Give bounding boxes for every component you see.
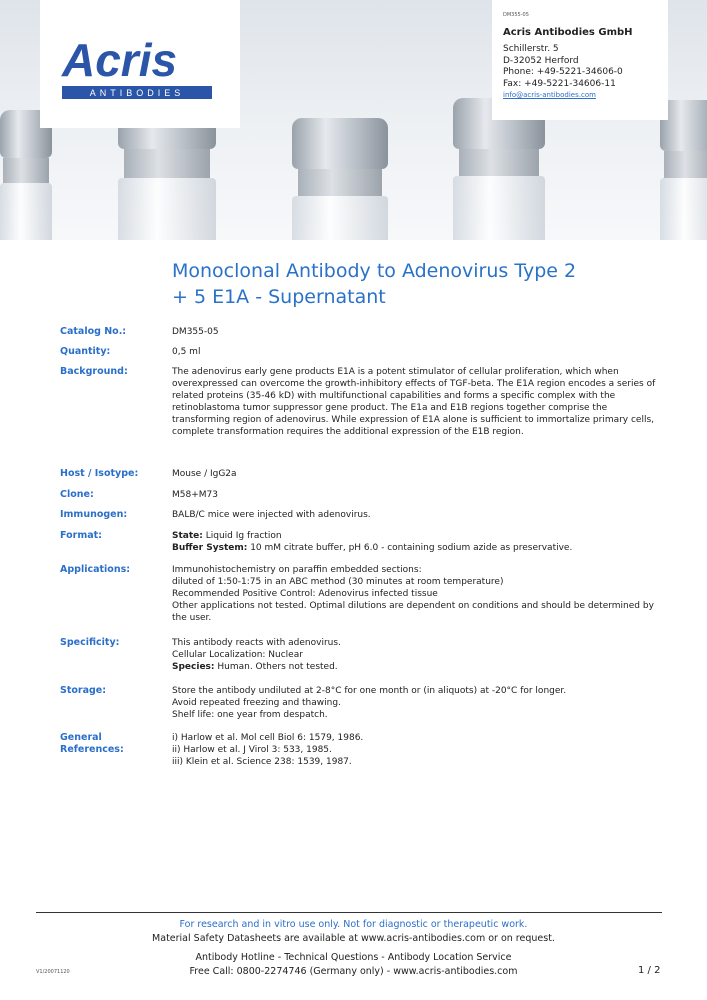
applications-line: Other applications not tested. Optimal dilutions are dependent on conditions and should be determined by the user. (172, 601, 654, 623)
storage-label: Storage: (60, 685, 107, 696)
immunogen-value: BALB/C mice were injected with adenovirus. (172, 510, 371, 520)
title-line-2: + 5 E1A - Supernatant (172, 286, 386, 308)
acris-logo-mark: Acris (62, 34, 178, 86)
storage-line: Avoid repeated freezing and thawing. (172, 698, 341, 708)
quantity-label: Quantity: (60, 346, 111, 357)
research-only-notice: For research and in vitro use only. Not for diagnostic or therapeutic work. (179, 919, 528, 930)
reference-item: i) Harlow et al. Mol cell Biol 6: 1579, 1986. (172, 733, 364, 743)
document-code: DM355-05 (503, 12, 529, 18)
specificity-label: Specificity: (60, 637, 120, 648)
buffer-system-value: 10 mM citrate buffer, pH 6.0 - containing sodium azide as preservative. (247, 543, 573, 553)
references-label-line-1: General (60, 732, 102, 743)
logo-card (40, 0, 240, 128)
immunogen-label: Immunogen: (60, 509, 128, 520)
storage-line: Store the antibody undiluted at 2-8°C for one month or (in aliquots) at -20°C for longer. (172, 686, 567, 696)
format-value (172, 530, 660, 554)
footer-divider (36, 912, 662, 913)
msds-notice: Material Safety Datasheets are available at www.acris-antibodies.com or on request. (152, 933, 555, 944)
background-label: Background: (60, 366, 128, 377)
free-call-text: Free Call: 0800-2274746 (Germany only) - www.acris-antibodies.com (189, 966, 518, 977)
applications-label: Applications: (60, 564, 131, 575)
applications-line: diluted of 1:50-1:75 in an ABC method (30 minutes at room temperature) (172, 577, 504, 587)
address-city: D-32052 Herford (503, 55, 579, 66)
clone-label: Clone: (60, 489, 94, 500)
specificity-value (172, 637, 660, 673)
species-value: Human. Others not tested. (214, 662, 338, 672)
format-label: Format: (60, 530, 102, 541)
state-label: State: (172, 531, 203, 541)
company-address (503, 44, 623, 102)
address-street: Schillerstr. 5 (503, 44, 559, 54)
page-title (172, 258, 672, 310)
localization-line: Cellular Localization: Nuclear (172, 650, 303, 660)
company-name: Acris Antibodies GmbH (503, 27, 633, 38)
applications-line: Recommended Positive Control: Adenovirus infected tissue (172, 589, 438, 599)
background-value: The adenovirus early gene products E1A is a potent stimulator of cellular proliferation, which when overexpressed can overcome the growth-inhibitory effects of TGF-beta. The E1A region encodes a series of related proteins (35-46 kD) with multifunctional capabilities and forms a specific complex with the retinoblastoma tumor suppressor gene product. The E1a and E1B regions together comprise the transforming region of adenovirus. While expression of E1A alone is sufficient to immortalize primary cells, complete transformation requires the additional expression of the E1B region. (172, 367, 656, 437)
quantity-value: 0,5 ml (172, 347, 201, 357)
catalog-no-value: DM355-05 (172, 327, 219, 337)
storage-value (172, 685, 660, 721)
email-link[interactable]: info@acris-antibodies.com (503, 91, 596, 99)
buffer-system-label: Buffer System: (172, 543, 248, 553)
applications-line: Immunohistochemistry on paraffin embedded sections: (172, 565, 422, 575)
reference-item: iii) Klein et al. Science 238: 1539, 1987. (172, 757, 352, 767)
acris-logo-subtext: ANTIBODIES (89, 88, 185, 98)
address-fax: Fax: +49-5221-34606-11 (503, 78, 616, 89)
hotline-text: Antibody Hotline - Technical Questions - Antibody Location Service (195, 952, 512, 963)
title-line-1: Monoclonal Antibody to Adenovirus Type 2 (172, 260, 577, 282)
specificity-line: This antibody reacts with adenovirus. (172, 638, 341, 648)
applications-value (172, 564, 660, 624)
references-value (172, 732, 660, 768)
references-label-line-2: References: (60, 744, 124, 755)
host-isotype-label: Host / Isotype: (60, 468, 139, 479)
reference-item: ii) Harlow et al. J Virol 3: 533, 1985. (172, 745, 332, 755)
state-value: Liquid Ig fraction (202, 531, 282, 541)
clone-value: M58+M73 (172, 490, 218, 500)
species-label: Species: (172, 662, 215, 672)
acris-logo (40, 0, 240, 128)
catalog-no-label: Catalog No.: (60, 326, 127, 337)
page-number: 1 / 2 (638, 965, 661, 976)
storage-line: Shelf life: one year from despatch. (172, 710, 328, 720)
address-phone: Phone: +49-5221-34606-0 (503, 67, 623, 77)
version-code: V1/20071120 (36, 969, 70, 975)
host-isotype-value: Mouse / IgG2a (172, 469, 237, 479)
references-label (60, 732, 165, 756)
